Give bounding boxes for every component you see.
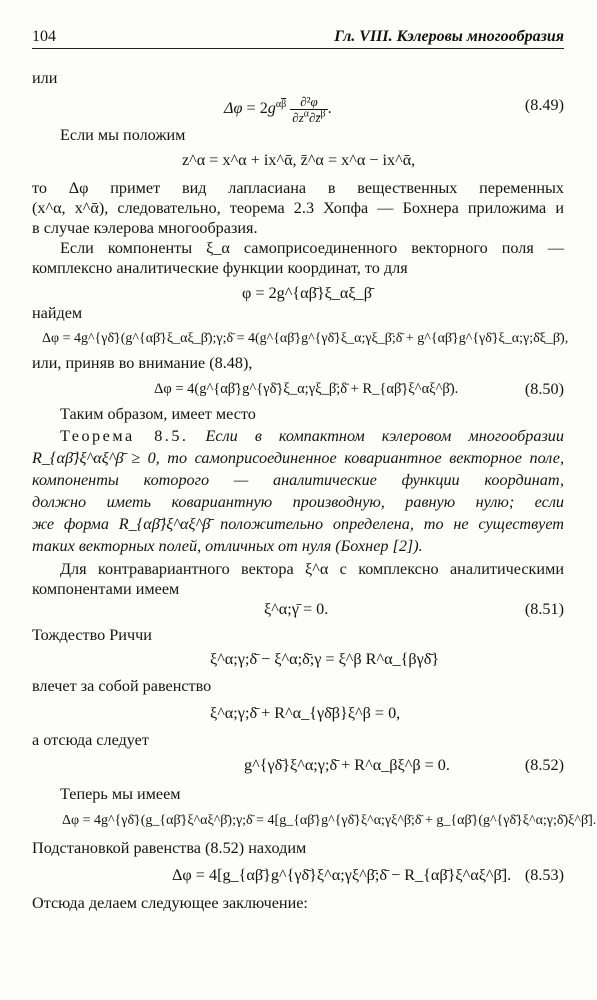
text-line: или, приняв во внимание (8.48), <box>32 354 253 372</box>
text-line: Теперь мы имеем <box>60 785 181 803</box>
theorem-line: должно иметь ковариантную производную, равную нулю; если <box>32 493 564 511</box>
equation-number: (8.51) <box>524 600 564 618</box>
text-line: Отсюда делаем следующее заключение: <box>32 894 308 912</box>
equation-number: (8.53) <box>524 866 564 884</box>
theorem-line: таких векторных полей, отличных от нуля (Бохнер [2]). <box>32 537 423 555</box>
theorem-line: компоненты которого — аналитические функции координат, <box>32 471 564 489</box>
text-line: влечет за собой равенство <box>32 677 212 695</box>
text-line: комплексно аналитические функции координат, то для <box>32 259 408 277</box>
theorem-line: же форма R_{αβ̄}ξ^αξ^β̄ положительно определена, то не существует <box>32 515 564 533</box>
text-line: а отсюда следует <box>32 731 149 749</box>
text-line: (x^α, x^ᾱ), следовательно, теорема 2.3 Хопфа — Бохнера приложима и <box>32 199 564 217</box>
text-line: или <box>32 69 58 87</box>
book-page: 104 Гл. VIII. Кэлеровы многообразия или $\Delta\varphi = 2g^{\alpha\overline{\beta}}$ $\frac{\text{∂²φ}}{\partial z^\alpha\partial z̄^\beta}$ . (8.49) Если мы положим z^α = x^α + ix^ᾱ, z̄^α = x^α − ix^ᾱ, то Δφ примет вид лапласиана в вещественных переменных (x^α, x^ᾱ), следовательно, теорема 2.3 Хопфа — Бохнера приложима и в случае кэлерова многообразия. Если компоненты ξ_α самоприсоединенного векторного поля — комплексно аналитические функции координат, то для φ = 2g^{αβ̄}ξ_αξ_β̄ найдем Δφ = 4g^{γδ̄}(g^{αβ̄}ξ_αξ_β̄);γ;δ̄ = 4(g^{αβ̄}g^{γδ̄}ξ_α;γξ_β̄;δ̄ + g^{αβ̄}g^{γδ̄}ξ_α;γ;δ̄ξ_β̄), или, приняв во внимание (8.48), Δφ = 4(g^{αβ̄}g^{γδ̄}ξ_α;γξ_β̄;δ̄ + R_{αβ̄}ξ^αξ^β̄). (8.50) Таким образом, имеет место Теорема 8.5. Если в компактном кэлеровом многообразии R_{αβ̄}ξ^αξ^β̄ ≥ 0, то самоприсоединенное ковариантное векторное поле, компоненты которого — аналитические функции координат, должно иметь ковариантную производную, равную нулю; если же форма R_{αβ̄}ξ^αξ^β̄ положительно определена, то не существует таких векторных полей, отличных от нуля (Бохнер [2]). Для контравариантного вектора ξ^α с комплексно аналитическими компонентами имеем ξ^α;γ̄ = 0. (8.51) Тождество Риччи ξ^α;γ;δ̄ − ξ^α;δ̄;γ = ξ^β R^α_{βγδ̄} влечет за собой равенство ξ^α;γ;δ̄ + R^α_{γδ̄β}ξ^β = 0, а отсюда следует g^{γδ̄}ξ^α;γ;δ̄ + R^α_βξ^β = 0. (8.52) Теперь мы имеем Δφ = 4g^{γδ̄}(g_{αβ̄}ξ^αξ^β̄);γ;δ̄ = 4[g_{αβ̄}g^{γδ̄}ξ^α;γξ^β̄;δ̄ + g_{αβ̄}(g^{γδ̄}ξ^α;γ;δ̄)ξ^β̄]. Подстановкой равенства (8.52) находим Δφ = 4[g_{αβ̄}g^{γδ̄}ξ^α;γξ^β̄;δ̄ − R_{αβ̄}ξ^αξ^β̄]. (8.53) Отсюда делаем следующее заключение: <box>32 28 597 912</box>
running-header <box>32 28 564 49</box>
theorem-text: Если в компактном кэлеровом многообразии <box>205 427 564 445</box>
theorem-label: Теорема 8.5. <box>60 427 189 445</box>
text-line: то Δφ примет вид лапласиана в вещественных переменных <box>32 179 564 197</box>
equation-number: (8.50) <box>524 380 564 398</box>
text-line: Таким образом, имеет место <box>60 405 256 423</box>
running-title: Гл. VIII. Кэлеровы многообразия <box>334 28 564 45</box>
page-number: 104 <box>32 28 56 45</box>
theorem-line <box>32 426 564 446</box>
text-line: найдем <box>32 304 83 322</box>
text-line: Тождество Риччи <box>32 626 152 644</box>
text-line: в случае кэлерова многообразия. <box>32 219 258 237</box>
equation-body: $\Delta\varphi = 2g^{\alpha\overline{\beta}}$ $\frac{\text{∂²φ}}{\partial z^\alpha\partial z̄^\beta}$ . <box>224 94 332 125</box>
text-line: компонентами имеем <box>32 580 180 598</box>
text-line: Если мы положим <box>60 126 186 144</box>
equation-number: (8.49) <box>524 96 564 114</box>
theorem-line: R_{αβ̄}ξ^αξ^β̄ ≥ 0, то самоприсоединенное ковариантное векторное поле, <box>32 449 564 467</box>
text-line: Если компоненты ξ_α самоприсоединенного векторного поля — <box>60 239 564 257</box>
text-line: Подстановкой равенства (8.52) находим <box>32 839 307 857</box>
text-line: Для контравариантного вектора ξ^α с комплексно аналитическими <box>60 560 564 578</box>
equation-number: (8.52) <box>524 756 564 774</box>
